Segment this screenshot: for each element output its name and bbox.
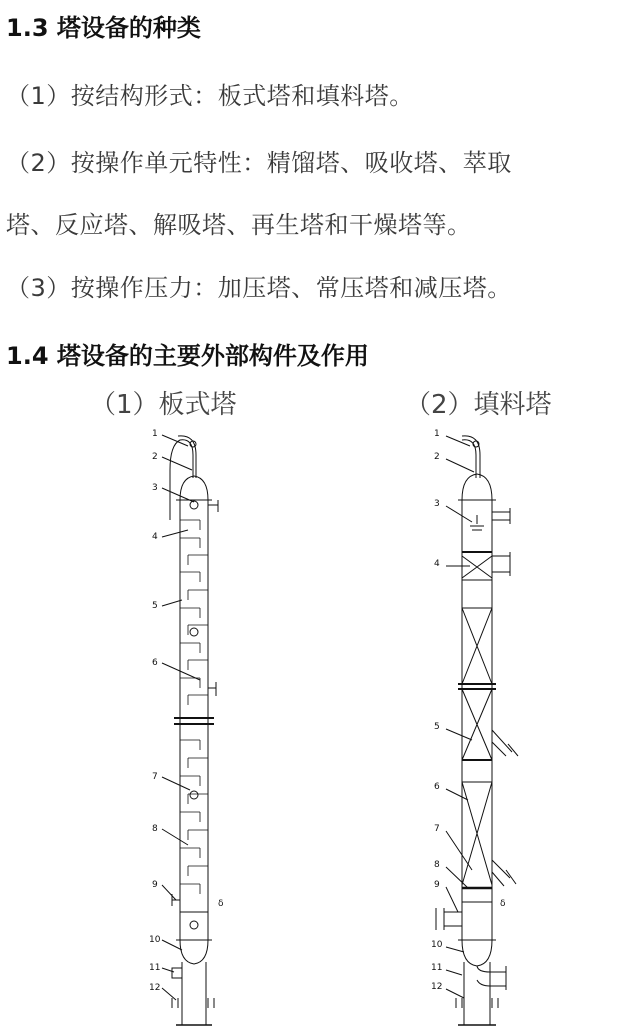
plate-label-3: 3 <box>152 483 158 493</box>
plate-label-6: 6 <box>152 658 158 668</box>
caption-plate-tower: （1）板式塔 <box>90 390 237 420</box>
plate-label-10: 10 <box>149 935 161 945</box>
packed-label-12: 12 <box>431 982 443 992</box>
list-item-structure: （1）按结构形式：板式塔和填料塔。 <box>6 82 414 110</box>
packed-label-delta: δ <box>500 899 506 909</box>
plate-label-8: 8 <box>152 824 158 834</box>
plate-label-5: 5 <box>152 601 158 611</box>
packed-label-9: 9 <box>434 880 440 890</box>
list-item-pressure: （3）按操作压力：加压塔、常压塔和减压塔。 <box>6 274 512 302</box>
plate-label-2: 2 <box>152 452 158 462</box>
plate-label-11: 11 <box>149 963 161 973</box>
plate-label-12: 12 <box>149 983 161 993</box>
packed-label-5: 5 <box>434 722 440 732</box>
packed-label-4: 4 <box>434 559 440 569</box>
packed-label-6: 6 <box>434 782 440 792</box>
packed-label-11: 11 <box>431 963 443 973</box>
packed-tower-labels <box>431 429 506 992</box>
packed-label-2: 2 <box>434 452 440 462</box>
section-heading-1-3: 1.3 塔设备的种类 <box>6 14 201 42</box>
plate-label-delta: δ <box>218 899 224 909</box>
plate-tower-diagram <box>162 435 218 1025</box>
plate-label-7: 7 <box>152 772 158 782</box>
plate-label-4: 4 <box>152 532 158 542</box>
caption-packed-tower: （2）填料塔 <box>405 390 552 420</box>
packed-label-10: 10 <box>431 940 443 950</box>
packed-label-3: 3 <box>434 499 440 509</box>
packed-label-8: 8 <box>434 860 440 870</box>
section-heading-1-4: 1.4 塔设备的主要外部构件及作用 <box>6 342 369 370</box>
packed-label-1: 1 <box>434 429 440 439</box>
packed-label-7: 7 <box>434 824 440 834</box>
packed-tower-diagram <box>436 436 518 1025</box>
plate-tower-labels <box>149 429 224 993</box>
plate-label-1: 1 <box>152 429 158 439</box>
list-item-operation-line2: 塔、反应塔、解吸塔、再生塔和干燥塔等。 <box>6 211 472 239</box>
list-item-operation-line1: （2）按操作单元特性：精馏塔、吸收塔、萃取 <box>6 149 512 177</box>
plate-label-9: 9 <box>152 880 158 890</box>
